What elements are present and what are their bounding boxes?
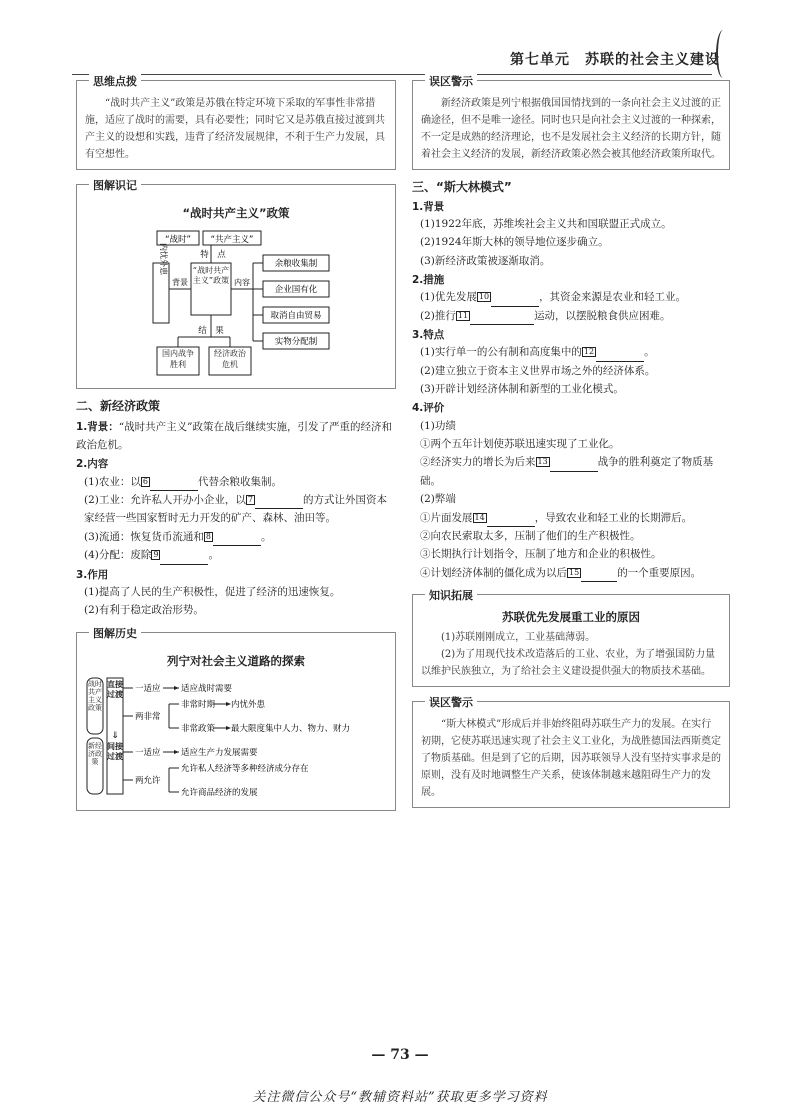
nep-content-label: 2.内容 [76,458,109,471]
blank-num-8: 8 [205,531,211,541]
zhishi-p2: (2)为了用现代技术改造落后的工业、农业，为了增强国防力量以维护民族独立，为了给社会主义建设提供强大的物质技术基础。 [421,648,716,677]
footer-note: 关注微信公众号“教辅资料站”获取更多学习资料 [252,1090,548,1105]
blank-num-10: 10 [478,292,490,302]
header-curve [716,30,730,78]
label-liangfei: 两非常 [135,712,161,723]
label-r5: 允许私人经济等多种经济成分存在 [181,764,309,775]
siwei-text: “战时共产主义”政策是苏俄在特定环境下采取的军事性非常措施，适应了战时的需要，具有必要性；同时它又是苏俄直接过渡到共产主义的设想和实践，违背了经济发展规律，不利于生产力发展，具有空想性。 [85,98,385,160]
blank-11[interactable] [470,313,534,325]
blank-14[interactable] [487,515,535,527]
label-r3b: 最大限度集中人力、物力、财力 [231,724,351,735]
blank-num-14: 14 [474,512,485,522]
nep-effect-label: 3.作用 [76,568,109,581]
stalin-t2: (2)建立独立于资本主义世界市场之外的经济体系。 [420,364,656,377]
blank-6[interactable] [150,479,198,491]
stalin-pj-label: 4.评价 [412,402,445,415]
blank-9[interactable] [160,553,208,565]
stalin-b3: (3)新经济政策被逐渐取消。 [420,254,551,267]
label-jingji: 经济政治危机 [214,348,246,369]
tujie-tag: 图解识记 [89,177,141,194]
blank-num-13: 13 [537,457,548,467]
header-rule [72,74,712,75]
label-zhanshi: “战时” [165,234,191,245]
stalin-t1: (1)实行单一的公有制和高度集中的 12 。 [412,343,730,361]
label-neirong: 内容 [234,277,250,287]
stalin-cs-label: 2.措施 [412,273,445,286]
label-beijing: 背景 [172,277,188,287]
label-yuliang: 余粮收集制 [274,258,318,269]
nep-e1: (1)提高了人民的生产积极性，促进了经济的迅速恢复。 [84,585,341,598]
label-arrow: ⇓ [111,731,119,742]
stalin-d1: ①片面发展 14 ，导致农业和轻工业的长期滞后。 [412,509,730,527]
stalin-t3: (3)开辟计划经济体制和新型的工业化模式。 [420,383,624,396]
wuqu2-box [412,695,730,808]
zhishi-tag: 知识拓展 [425,587,477,604]
blank-15[interactable] [581,570,617,582]
label-r2b: 内忧外患 [231,700,266,711]
nep-c3: (3)流通：恢复货币流通和 8 。 [76,528,396,546]
label-jianjie: 间接过渡 [107,742,123,762]
right-column [412,75,730,816]
label-tedian: 特 点 [200,249,226,260]
label-gongchan: “共产主义” [210,234,254,245]
blank-13[interactable] [550,460,598,472]
stalin-b2: (2)1924年斯大林的领导地位逐步确立。 [420,236,609,249]
left-column [76,75,396,819]
blank-num-9: 9 [153,550,159,560]
stalin-gj: (1)功绩 [420,419,456,432]
nep-c4: (4)分配：废除 9 。 [76,546,396,564]
label-neiyou: 内忧外患 [159,242,168,275]
label-r3: 非常政策 [181,724,216,735]
section-nep [76,397,396,620]
lenin-diagram [85,676,385,798]
blank-num-15: 15 [569,567,580,577]
blank-num-11: 11 [457,310,469,320]
wuqu1-box [412,75,730,170]
nep-c1: (1)农业：以 6 代替余粮收集制。 [76,473,396,491]
nep-bg-text: “战时共产主义”政策在战后继续实施，引发了严重的经济和政治危机。 [76,420,393,452]
wuqu1-tag: 误区警示 [425,73,477,90]
label-jieguo: 结 果 [198,325,224,336]
stalin-m1: (1)优先发展 10 ，其资金来源是农业和轻工业。 [412,288,730,306]
stalin-d4: ④计划经济体制的僵化成为以后 15 的一个重要原因。 [412,564,730,582]
label-liangyun: 两允许 [135,776,161,787]
stalin-m2: (2)推行 11 运动，以摆脱粮食供应困难。 [412,307,730,325]
nep-c2: (2)工业：允许私人开办小企业，以 7 的方式让外国资本家经营一些国家暂时无力开发的矿产、森林、油田等。 [84,494,387,525]
blank-8[interactable] [213,534,261,546]
blank-10[interactable] [491,295,539,307]
label-r6: 允许商品经济的发展 [181,788,258,799]
label-r1b: 适应战时需要 [181,684,233,695]
wuqu2-text: “斯大林模式”形成后并非始终阻碍苏联生产力的发展。在实行初期，它使苏联迅速实现了社会主义工业化，为战胜德国法西斯奠定了物质基础。但是到了它的后期，因苏联领导人没有坚持实事求是的原则，没有及时地调整生产关系，使该体制越来越阻碍生产力的发展。 [421,718,721,798]
label-qiye: 企业国有化 [274,284,318,295]
tujie-box [76,179,396,389]
nep-bg-label: 1.背景： [76,420,119,433]
blank-num-6: 6 [142,476,148,486]
nep-title: 二、新经济政策 [76,399,161,414]
blank-num-7: 7 [247,495,253,505]
siwei-tag: 思维点拨 [89,73,141,90]
wuqu1-text: 新经济政策是列宁根据俄国国情找到的一条向社会主义过渡的正确途径，但不是唯一途径。同时也只是向社会主义过渡的一种探索，不一定是成熟的经济理论，也不是发展社会主义经济的长期方针，随着社会主义经济的发展，新经济政策必然会被其他经济政策所取代。 [421,98,721,160]
lishi-tag: 图解历史 [89,625,141,642]
blank-num-12: 12 [583,347,595,357]
stalin-bd: (2)弊端 [420,493,456,506]
label-shiwu: 实物分配制 [274,336,318,347]
stalin-d3: ③长期执行计划指令，压制了地方和企业的积极性。 [420,548,662,561]
label-r4b: 适应生产力发展需要 [181,748,258,759]
page-header: 第七单元 苏联的社会主义建设 [510,52,720,68]
label-center: “战时共产主义”政策 [192,265,230,285]
label-quxiao: 取消自由贸易 [270,310,322,321]
stalin-d2: ②向农民索取太多，压制了他们的生产积极性。 [420,529,641,542]
siwei-box [76,75,396,170]
label-zhijie: 直接过渡 [107,680,123,700]
label-guonei: 国内战争胜利 [162,348,194,369]
label-policy2: 新经济政策 [88,742,102,767]
label-r4a: 一适应 [135,748,161,759]
stalin-g1: ①两个五年计划使苏联迅速实现了工业化。 [420,438,620,451]
stalin-b1: (1)1922年底，苏维埃社会主义共和国联盟正式成立。 [420,217,672,230]
label-r1a: 一适应 [135,684,161,695]
zhishi-p1: (1)苏联刚刚成立，工业基础薄弱。 [441,631,596,643]
blank-7[interactable] [255,497,303,509]
wuqu2-tag: 误区警示 [425,694,477,711]
lishi-title: 列宁对社会主义道路的探索 [167,653,305,668]
stalin-td-label: 3.特点 [412,329,445,341]
blank-12[interactable] [596,350,644,362]
policy-diagram [85,229,385,377]
nep-e2: (2)有利于稳定政治形势。 [84,604,204,617]
page-number: — 73 — [371,1047,429,1063]
section-stalin [412,178,730,582]
label-r2: 非常时期 [181,700,216,711]
lishi-box [76,626,396,811]
label-policy1: 战时共产主义政策 [88,680,102,713]
stalin-bg-label: 1.背景 [412,200,445,213]
zhishi-title: 苏联优先发展重工业的原因 [502,610,640,625]
zhishi-box [412,589,730,687]
tujie-title: “战时共产主义”政策 [182,206,290,220]
stalin-title: 三、“斯大林模式” [412,180,512,194]
stalin-g2: ②经济实力的增长为后来 13 战争的胜利奠定了物质基础。 [420,456,714,487]
